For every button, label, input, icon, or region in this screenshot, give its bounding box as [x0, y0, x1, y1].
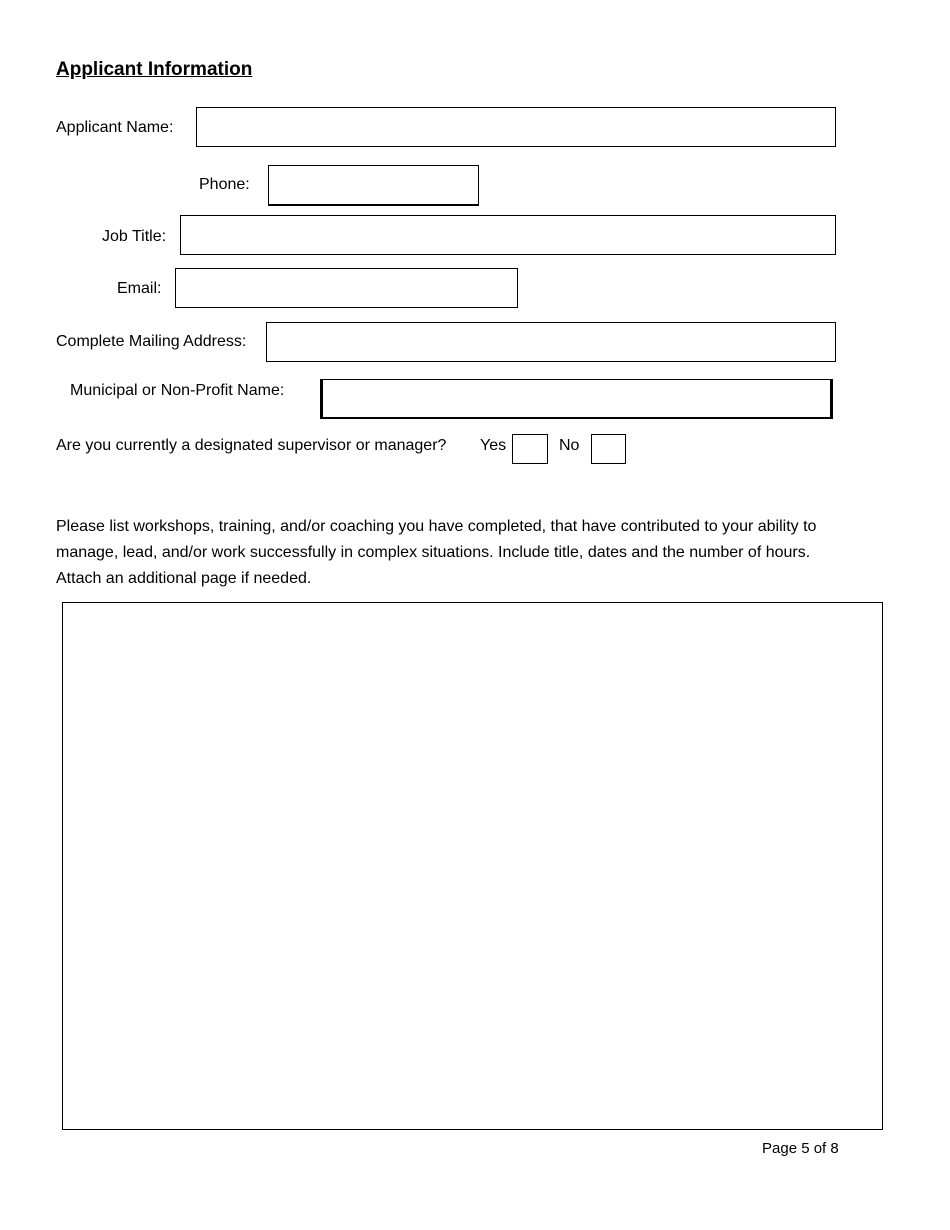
training-instructions-line: Please list workshops, training, and/or coaching you have completed, that have contributed to your ability to — [56, 518, 817, 535]
applicant-name-field[interactable] — [196, 107, 836, 147]
section-title: Applicant Information — [56, 59, 253, 80]
phone-label: Phone: — [199, 176, 250, 193]
mailing-address-field[interactable] — [266, 322, 836, 362]
supervisor-no-label: No — [559, 437, 580, 454]
job-title-label: Job Title: — [102, 228, 167, 245]
supervisor-yes-label: Yes — [480, 437, 507, 454]
mailing-address-label: Complete Mailing Address: — [56, 333, 247, 350]
supervisor-no-checkbox[interactable] — [591, 434, 626, 464]
supervisor-yes-checkbox[interactable] — [512, 434, 548, 464]
email-label: Email: — [117, 280, 162, 297]
page-number: Page 5 of 8 — [762, 1140, 839, 1157]
training-textarea[interactable] — [62, 602, 883, 1130]
job-title-field[interactable] — [180, 215, 836, 255]
applicant-name-label: Applicant Name: — [56, 119, 174, 136]
training-instructions-line: Attach an additional page if needed. — [56, 570, 312, 587]
organization-name-label: Municipal or Non-Profit Name: — [70, 382, 285, 399]
phone-field[interactable] — [268, 165, 479, 206]
organization-name-field[interactable] — [320, 379, 833, 419]
training-instructions-line: manage, lead, and/or work successfully in complex situations. Include title, dates and the number of hours. — [56, 544, 811, 561]
training-instructions — [56, 514, 896, 592]
email-field[interactable] — [175, 268, 518, 308]
supervisor-question — [56, 436, 446, 456]
supervisor-question-text: Are you currently a designated supervisor or manager? — [56, 437, 447, 454]
